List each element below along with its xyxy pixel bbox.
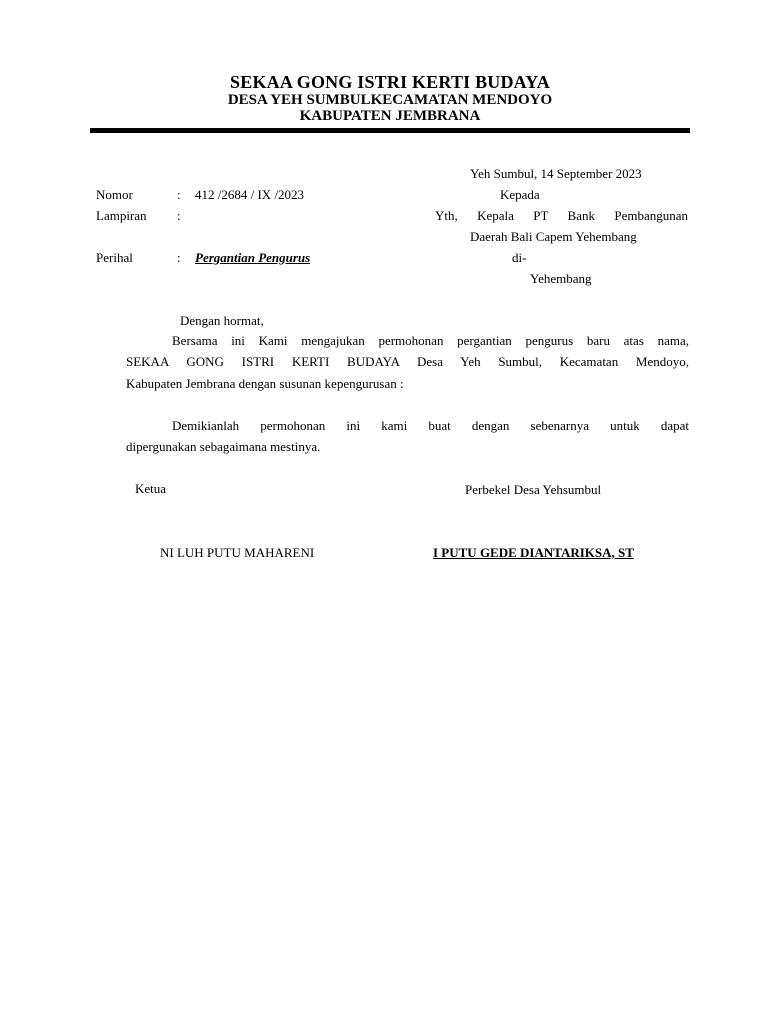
letterhead-org-name: SEKAA GONG ISTRI KERTI BUDAYA	[230, 72, 550, 92]
letter-date: Yeh Sumbul, 14 September 2023	[470, 166, 642, 181]
signature-left-title: Ketua	[135, 481, 167, 496]
para1-line2: SEKAA GONG ISTRI KERTI BUDAYA Desa Yeh Sumbul, Kecamatan Mendoyo,	[126, 354, 689, 369]
nomor-colon: :	[177, 187, 181, 202]
para2-line1: Demikianlah permohonan ini kami buat dengan sebenarnya untuk dapat	[172, 418, 689, 433]
recipient-line2: Daerah Bali Capem Yehembang	[470, 229, 637, 244]
para2-line2: dipergunakan sebagaimana mestinya.	[126, 439, 321, 454]
nomor-label: Nomor	[96, 187, 133, 202]
nomor-value: 412 /2684 / IX /2023	[195, 187, 305, 202]
perihal-label: Perihal	[96, 250, 133, 265]
recipient-place: Yehembang	[530, 271, 592, 286]
signature-left-name: NI LUH PUTU MAHARENI	[160, 545, 315, 560]
para1-line3: Kabupaten Jembrana dengan susunan kepengurusan :	[126, 376, 404, 391]
lampiran-label: Lampiran	[96, 208, 147, 223]
letterhead-village-line: DESA YEH SUMBULKECAMATAN MENDOYO	[227, 92, 553, 108]
perihal-value: Pergantian Pengurus	[195, 250, 311, 265]
para1-line1: Bersama ini Kami mengajukan permohonan pergantian pengurus baru atas nama,	[172, 333, 689, 348]
recipient-kepada: Kepada	[500, 187, 540, 202]
perihal-colon: :	[177, 250, 181, 265]
recipient-di: di-	[512, 250, 527, 265]
lampiran-colon: :	[177, 208, 181, 223]
recipient-yth-line: Yth, Kepala PT Bank Pembangunan	[435, 208, 688, 223]
signature-right-title: Perbekel Desa Yehsumbul	[465, 482, 602, 497]
letterhead-divider	[90, 128, 690, 133]
signature-right-name: I PUTU GEDE DIANTARIKSA, ST	[433, 545, 634, 560]
greeting: Dengan hormat,	[180, 313, 264, 328]
letterhead-regency-line: KABUPATEN JEMBRANA	[299, 108, 481, 124]
